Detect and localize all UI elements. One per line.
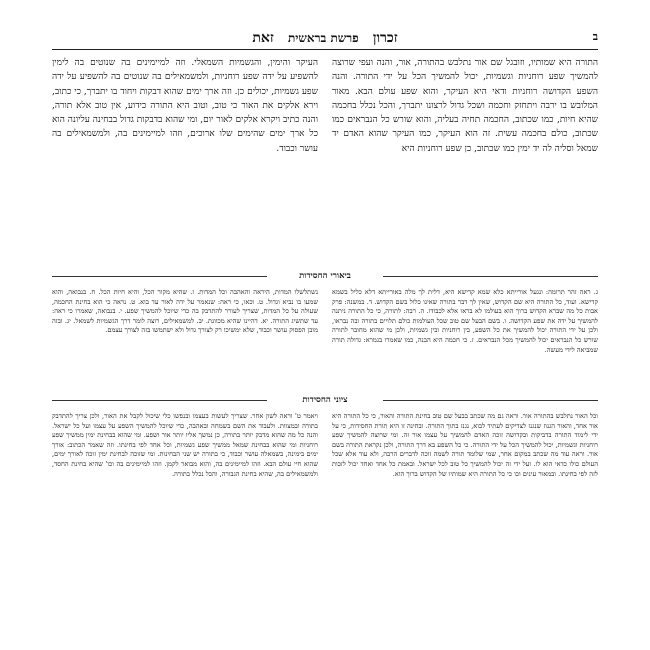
running-header — [52, 30, 598, 50]
page-number: ב — [592, 30, 598, 43]
header-rule — [52, 49, 598, 50]
biur-column-right: ג. ראה זהר תרומה: ונגעל אורייתא כלא שמא קדישא היא, דלית לך מלה באורייתא דלא כליל בשמא קדישא. ועוד, כל התורה היא שם הקדוש, שאין לך דבר בתורה שאינו כלול בשם הקדוש. ד. במשנה: פרק אבות כל מה שברא הקדוש ברוך הוא בעולמו לא בראו אלא לכבודו. ה. רבה: לתורה, כי כל התורה ניתנה להמשיך על ידה את שפע הקדושה. ו. בשם הבעל שם טוב שכל העולמות כולם תלויים בתורה ובה נבראו, ולכן על ידי התורה יכול להמשיך את כל השפע, בין רוחניות ובין גשמיות, ולכן מי שהוא מחובר לתורה שורש כל הנבראים יכול להמשיך מכל הנבראים. ז. כי חכמה היא הבנה, כמו שאמרו בגמרא: גדולה תורה שמביאה לידי מעשה. — [332, 288, 598, 354]
banner-rule-left — [52, 400, 267, 401]
header-title — [52, 30, 598, 47]
book-title: זכרון — [372, 30, 398, 46]
main-column-left: העיקר והימין, והגשמיות השמאלי. וזה למיימינים בה שנוטים בה לימין להשפיע על ידה שפע רוחניות, ולמשמאילים בה שנוטים בה להשפיע על ידה שפע גשמיות, יכולים כן. וזה ארך ימים שהוא דבקות ויחוד בו יתברך, כי כתוב, וירא אלקים את האור כי טוב, וטוב היא התורה כידוע, אין טוב אלא תורה, והנה כתיב ויקרא אלקים לאור יום, ומי שהוא בדבקות גדול בבחינה עליונה הוא כל ארך ימים שהימים שלו ארוכים, וזהו למיימינים בה, ולמשמאילים בה עושר וכבוד. — [52, 58, 318, 154]
main-column-right: התורה היא שמותיו, וזובגל שם אור נתלבש בהתורה, אור, והנה ועפי שרוצה להמשיך שפע רוחניות וגשמיות, יכול להמשיך הכל על ידי התורה. והנה השפע הקדושה רוחניות ודאי היא העיקר, והוא שפע עולם הבא. מאור המלובש בו ירבה ויתחזק וחכמה ושכל גדול לרצונו יתברך, והכל נכלל בחכמה שהיא חיות, כמו שכתוב, החכמה תחיה בעליה, והוא שורש כל הנבראים כמו שכתוב, כולם בחכמה עשית. זה הוא העיקר, כמו העיקר שהוא האדם יד שמאל וסליה לה יד ימין כמו שכתוב, כן שפע רוחניות היא — [332, 58, 598, 154]
tziunei-banner — [52, 394, 598, 408]
tziunei-column-right: וכל האור נתלבש בהתורה אור. וראה גם מה שכתב בבעל שם טוב בחינת התורה והאור, כי כל התורה היא אור אחד, והאור הגנוז שנגנז לצדיקים לעתיד לבוא, נגנז בתוך התורה. ובחינה זו היא תורת החסידות, כי על ידי לימוד התורה בדביקות ובקדושה זוכה האדם להמשיך על עצמו אור זה. ומי שרוצה להמשיך שפע רוחניות וגשמיות, יכול להמשיך הכל על ידי התורה. כי כל השפע בא דרך התורה, ולכן נקראת התורה בשם אור. וראה עוד מה שכתב במקום אחר, שמי שלומד תורה לשמה זוכה לדברים הרבה, ולא עוד אלא שכל העולם כולו כדאי הוא לו. ועל ידי זה יכול להמשיך כל טוב לכל ישראל. ובאמת כל אחד ואחד יכול לזכות לזה לפי בחינתו. ובמאור עינים וכו כי כל התורה היא שמותיו של הקדוש ברוך הוא. — [332, 412, 598, 478]
biur-heading: ביאורי החסידות — [299, 271, 351, 281]
banner-rule-left — [52, 276, 267, 277]
book-title-2: זאת — [252, 30, 274, 46]
tziunei-column-left: ויאמר ט' וראה לשון אחר. שצריך לעשות בעצמו ובנפשו כלי שיכול לקבל את האור, ולכן צריך להתדבק בתורה ובמצוות. ולעבוד את השם בשמחה ובאהבה, כדי שיוכל להמשיך השפע על עצמו ועל כל ישראל. והנה כל מה שהוא מדבק יותר בתורה, כן נמשך אליו יותר אור ושפע. ומי שהוא בבחינת ימין ממשיך שפע רוחניות ומי שהוא בבחינת שמאל ממשיך שפע גשמיות, וכל אחד לפי בחינתו. וזה שאמר הכתוב: אורך ימים בימינה, בשמאלה עושר וכבוד, כי בתורה יש שני הבחינות. ומי שזוכה לבחינת ימין זוכה לאורך ימים, שהוא חיי עולם הבא. וזהו למיימינים בה, והוא מבואר לקמן. וזהו למיימינים בה וכו' שהיא בחינת החסד, ולמשמאילים בה, שהיא בחינת הגבורה, והכל נכלל בתורה. — [52, 412, 318, 478]
parsha-title: פרשת בראשית — [287, 31, 359, 45]
tziunei-heading: ציוני החסידות — [302, 395, 348, 405]
biur-banner — [52, 270, 598, 284]
biur-column-left: נשתלשלו המדות, היראה והאהבה וכל המדות. ז. שהיא מקור הכל, והיא חיות הכל. ח. בנבואה, והוא שמעו בו נביא וגדול. ט. וכאו, כי ראה: שנאמר על ידה לאור עד בוא. ט. נראה כי הוא בחינת החכמה, שעולה על כל המדות, שצריך לעורר להתדבק בה כדי שיוכל להמשיך שפע. י. בנבואה, שאמרו כי ראה: עד שתשיג התורה. יא. דהיינו שהיא מכוונת. יב. למשמאילים, רוצה לומר דרך הגשמיות לשמאל. יג. ובזה מובן הפסוק עושר וכבוד, שלא ימשיכו רק לצורך גדול ולא ישתמשו בזה לצורך עצמם. — [52, 288, 318, 335]
book-page — [52, 24, 598, 624]
